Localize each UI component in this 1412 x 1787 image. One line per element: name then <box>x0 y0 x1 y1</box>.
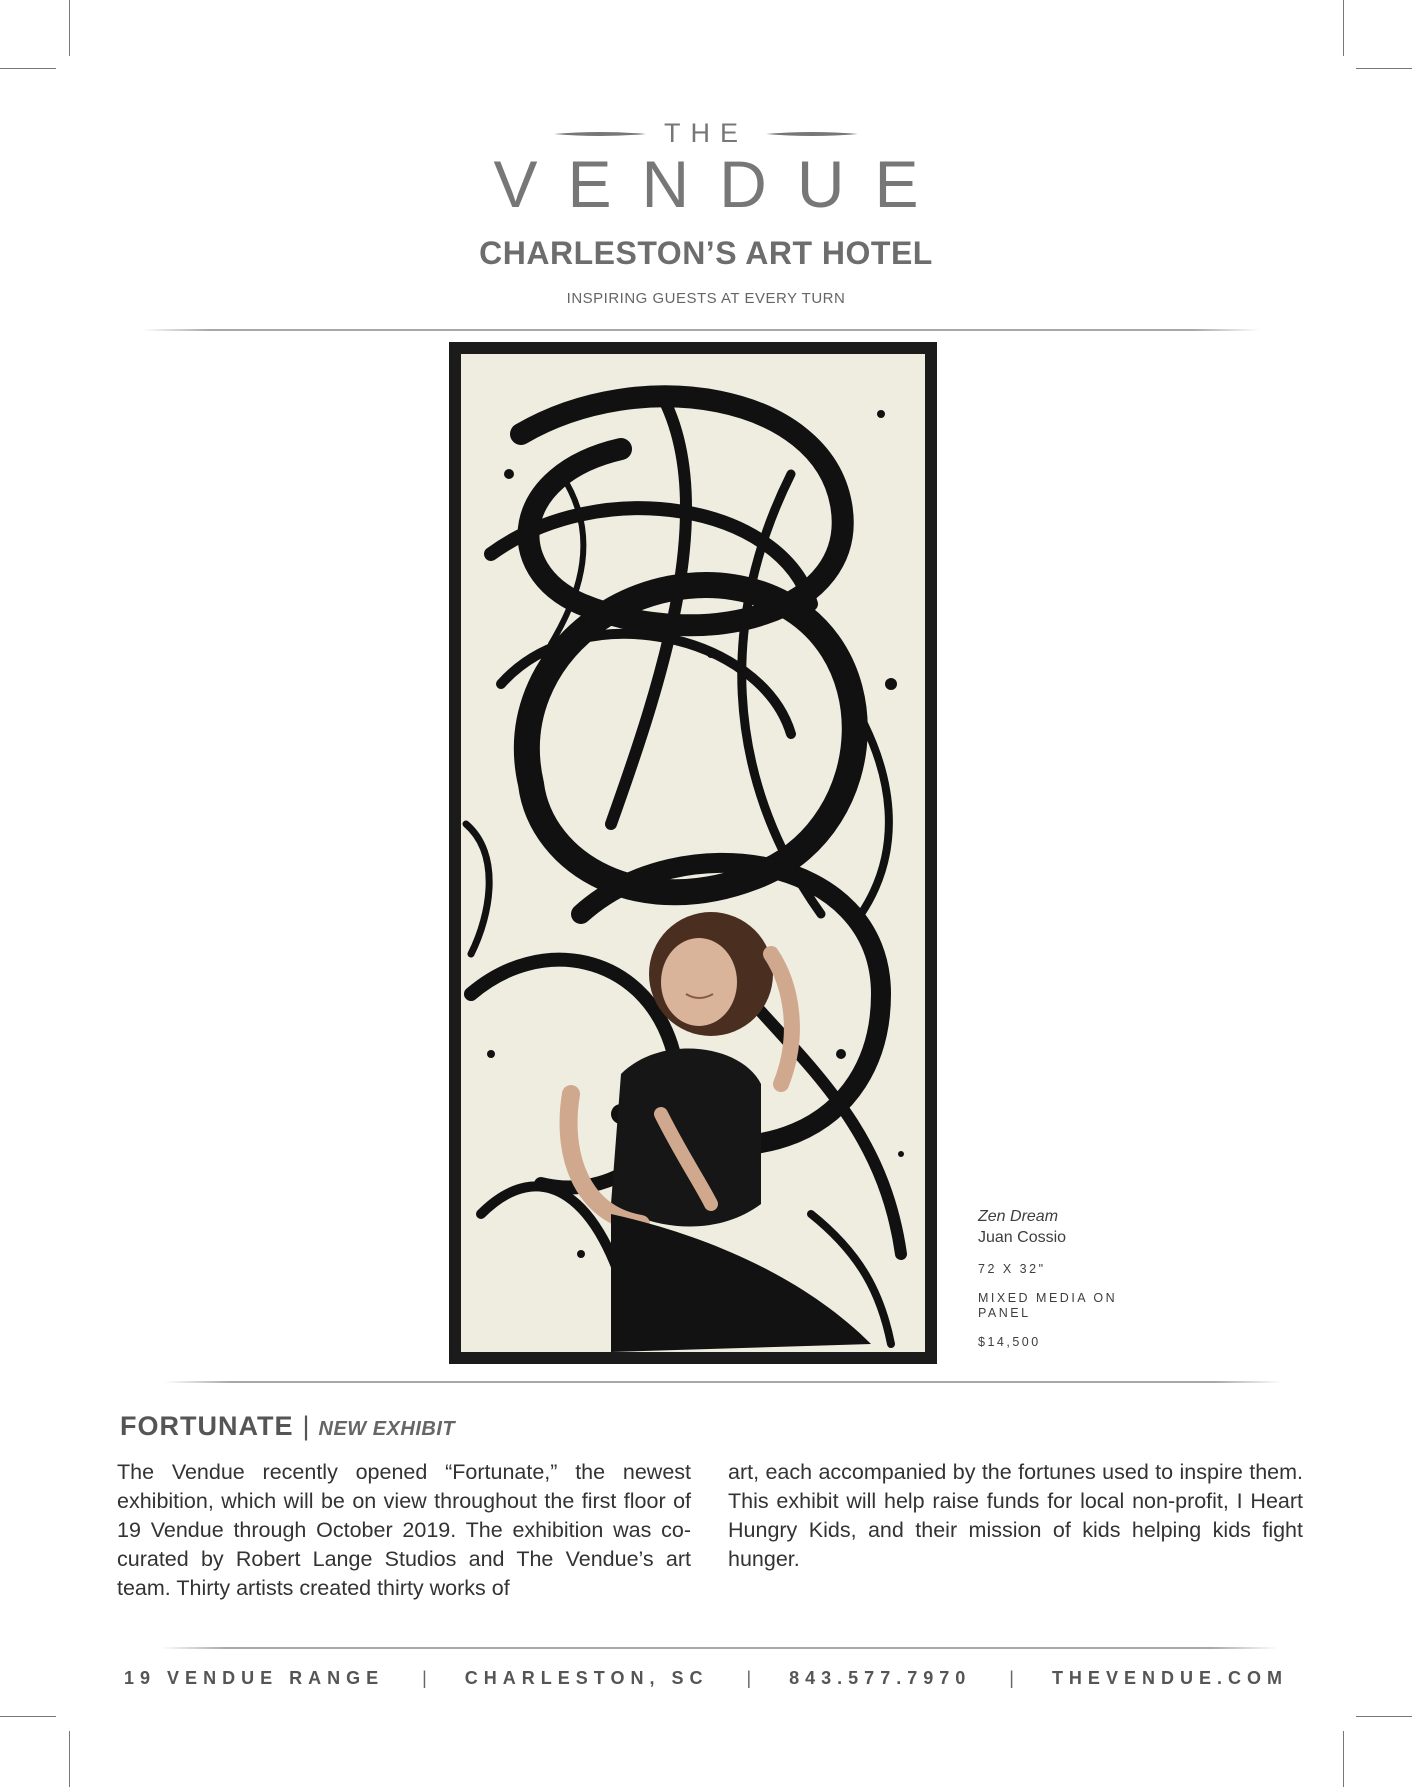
artwork-price: $14,500 <box>978 1335 1041 1349</box>
logo-name: VENDUE <box>493 147 949 221</box>
footer-separator: | <box>1009 1668 1014 1688</box>
footer-website[interactable]: THEVENDUE.COM <box>1051 1668 1288 1688</box>
crop-mark <box>1343 0 1344 56</box>
footer-contact <box>0 1668 1412 1689</box>
article-column-right: art, each accompanied by the fortunes used to inspire them. This exhibit will help raise funds for local non-profit, I Heart Hungry Kids, and their mission of kids helping kids fight hunger. <box>728 1460 1303 1571</box>
hotel-logo <box>0 118 1412 307</box>
article-title: FORTUNATE <box>120 1411 294 1441</box>
crop-mark <box>1356 1716 1412 1717</box>
footer-separator: | <box>746 1668 752 1688</box>
crop-mark <box>0 1716 56 1717</box>
article-heading <box>120 1411 455 1442</box>
artwork-title: Zen Dream <box>978 1208 1059 1225</box>
divider-top <box>142 329 1260 331</box>
footer-separator: | <box>422 1668 427 1688</box>
divider-middle <box>164 1381 1282 1383</box>
logo-swash-left <box>554 131 646 137</box>
footer-address: 19 VENDUE RANGE <box>124 1668 385 1688</box>
crop-mark <box>69 0 70 56</box>
crop-mark <box>1356 68 1412 69</box>
divider-bottom <box>160 1647 1278 1649</box>
painting-illustration <box>461 354 925 1352</box>
logo-swash-right <box>766 131 858 137</box>
crop-mark <box>0 68 56 69</box>
crop-mark <box>1343 1731 1344 1787</box>
article-title-separator: | <box>302 1411 310 1441</box>
tagline: INSPIRING GUESTS AT EVERY TURN <box>566 290 846 307</box>
logo-subtitle: CHARLESTON’S ART HOTEL <box>479 235 933 271</box>
artwork-dimensions: 72 X 32" <box>978 1262 1046 1276</box>
artwork-artist: Juan Cossio <box>978 1229 1067 1246</box>
crop-mark <box>69 1731 70 1787</box>
artwork-medium: MIXED MEDIA ON PANEL <box>978 1291 1118 1320</box>
article-column-left: The Vendue recently opened “Fortunate,” the newest exhibition, which will be on view throughout the first floor of 19 Vendue through October 2019. The exhibition was co-curated by Robert Lange Studios and The Vendue’s art team. Thirty artists created thirty works of <box>117 1460 691 1600</box>
footer-phone[interactable]: 843.577.7970 <box>789 1668 972 1688</box>
article-subtitle: NEW EXHIBIT <box>318 1418 456 1440</box>
logo-the: THE <box>664 118 748 148</box>
artwork-image <box>449 342 937 1364</box>
footer-city: CHARLESTON, SC <box>464 1668 709 1688</box>
artwork-caption <box>978 1206 1128 1350</box>
